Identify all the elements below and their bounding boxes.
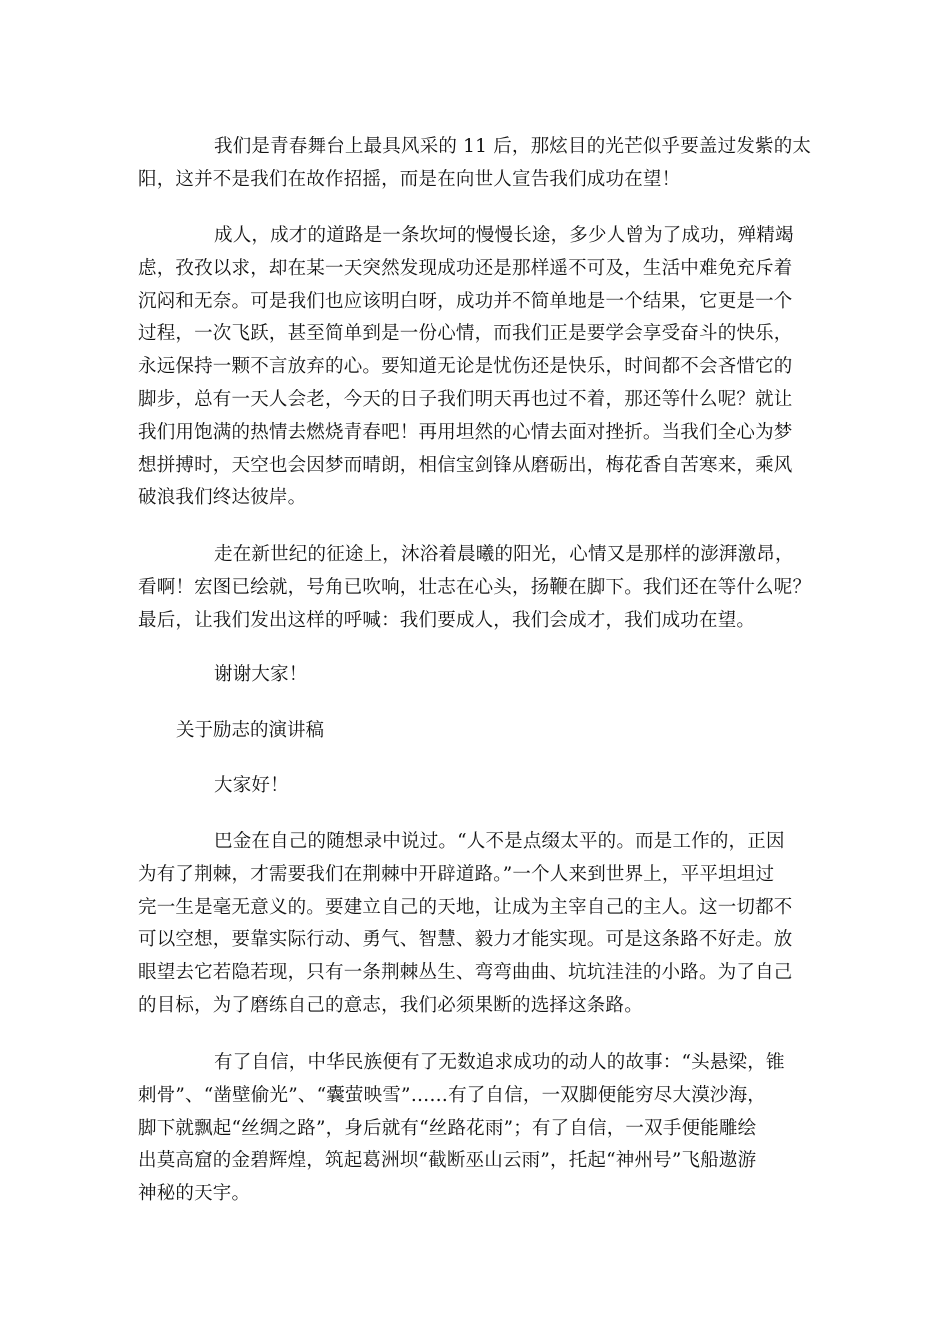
- paragraph-thanks: [138, 659, 814, 692]
- paragraph-line: 想拼搏时，天空也会因梦而晴朗，相信宝剑锋从磨砺出，梅花香自苦寒来，乘风: [138, 454, 793, 476]
- paragraph-line: 看啊！宏图已绘就，号角已吹响，壮志在心头，扬鞭在脚下。我们还在等什么呢？: [138, 576, 812, 598]
- paragraph-line: 的目标，为了磨练自己的意志，我们必须果断的选择这条路。: [138, 994, 643, 1016]
- paragraph-line: 过程，一次飞跃，甚至简单到是一份心情，而我们正是要学会享受奋斗的快乐，: [138, 323, 793, 345]
- paragraph-3: [138, 539, 814, 637]
- paragraph-line: 我们用饱满的热情去燃烧青春吧！再用坦然的心情去面对挫折。当我们全心为梦: [138, 421, 793, 443]
- paragraph-line: 可以空想，要靠实际行动、勇气、智慧、毅力才能实现。可是这条路不好走。放: [138, 929, 793, 951]
- paragraph-line: 脚步，总有一天人会老，今天的日子我们明天再也过不着，那还等什么呢？就让: [138, 388, 793, 410]
- paragraph-line: 最后，让我们发出这样的呼喊：我们要成人，我们会成才，我们成功在望。: [138, 609, 756, 631]
- paragraph-line: 永远保持一颗不言放弃的心。要知道无论是忧伤还是快乐，时间都不会吝惜它的: [138, 356, 793, 378]
- paragraph-line: 虑，孜孜以求，却在某一天突然发现成功还是那样遥不可及，生活中难免充斥着: [138, 257, 793, 279]
- paragraph-line: 破浪我们终达彼岸。: [138, 487, 307, 509]
- paragraph-line: 阳，这并不是我们在故作招摇，而是在向世人宣告我们成功在望！: [138, 168, 681, 190]
- paragraph-5: [138, 1047, 814, 1211]
- paragraph-line: 完一生是毫无意义的。要建立自己的天地，让成为主宰自己的主人。这一切都不: [138, 896, 793, 918]
- paragraph-1: [138, 131, 814, 197]
- paragraph-line: 我们是青春舞台上最具风采的 11 后，那炫目的光芒似乎要盖过发紫的太: [214, 136, 812, 157]
- paragraph-line: 谢谢大家！: [214, 664, 308, 685]
- paragraph-line: 神秘的天宇。: [138, 1183, 251, 1205]
- paragraph-line: 沉闷和无奈。可是我们也应该明白呀，成功并不简单地是一个结果，它更是一个: [138, 290, 793, 312]
- paragraph-line: 大家好！: [214, 775, 289, 796]
- paragraph-line: 眼望去它若隐若现，只有一条荆棘丛生、弯弯曲曲、坑坑洼洼的小路。为了自己: [138, 962, 793, 984]
- paragraph-line: 为有了荆棘，才需要我们在荆棘中开辟道路。”一个人来到世界上，平平坦坦过: [138, 863, 775, 885]
- paragraph-4: [138, 826, 814, 1023]
- section-title: 关于励志的演讲稿: [176, 720, 325, 741]
- paragraph-line: 有了自信，中华民族便有了无数追求成功的动人的故事：“头悬梁，锥: [214, 1052, 785, 1073]
- paragraph-line: 走在新世纪的征途上，沐浴着晨曦的阳光，心情又是那样的澎湃激昂，: [214, 544, 794, 565]
- paragraph-line: 巴金在自己的随想录中说过。“人不是点缀太平的。而是工作的，正因: [214, 831, 785, 852]
- paragraph-2: [138, 220, 814, 515]
- paragraph-line: 刺骨”、“凿壁偷光”、“囊萤映雪”……有了自信，一双脚便能穷尽大漠沙海，: [138, 1084, 766, 1106]
- paragraph-line: 脚下就飘起“丝绸之路”，身后就有“丝路花雨”；有了自信，一双手便能雕绘: [138, 1117, 757, 1139]
- paragraph-line: 成人，成才的道路是一条坎坷的慢慢长途，多少人曾为了成功，殚精竭: [214, 225, 794, 246]
- paragraph-line: 出莫高窟的金碧辉煌，筑起葛洲坝“截断巫山云雨”，托起“神州号”飞船遨游: [138, 1150, 757, 1172]
- paragraph-greeting: [138, 770, 814, 803]
